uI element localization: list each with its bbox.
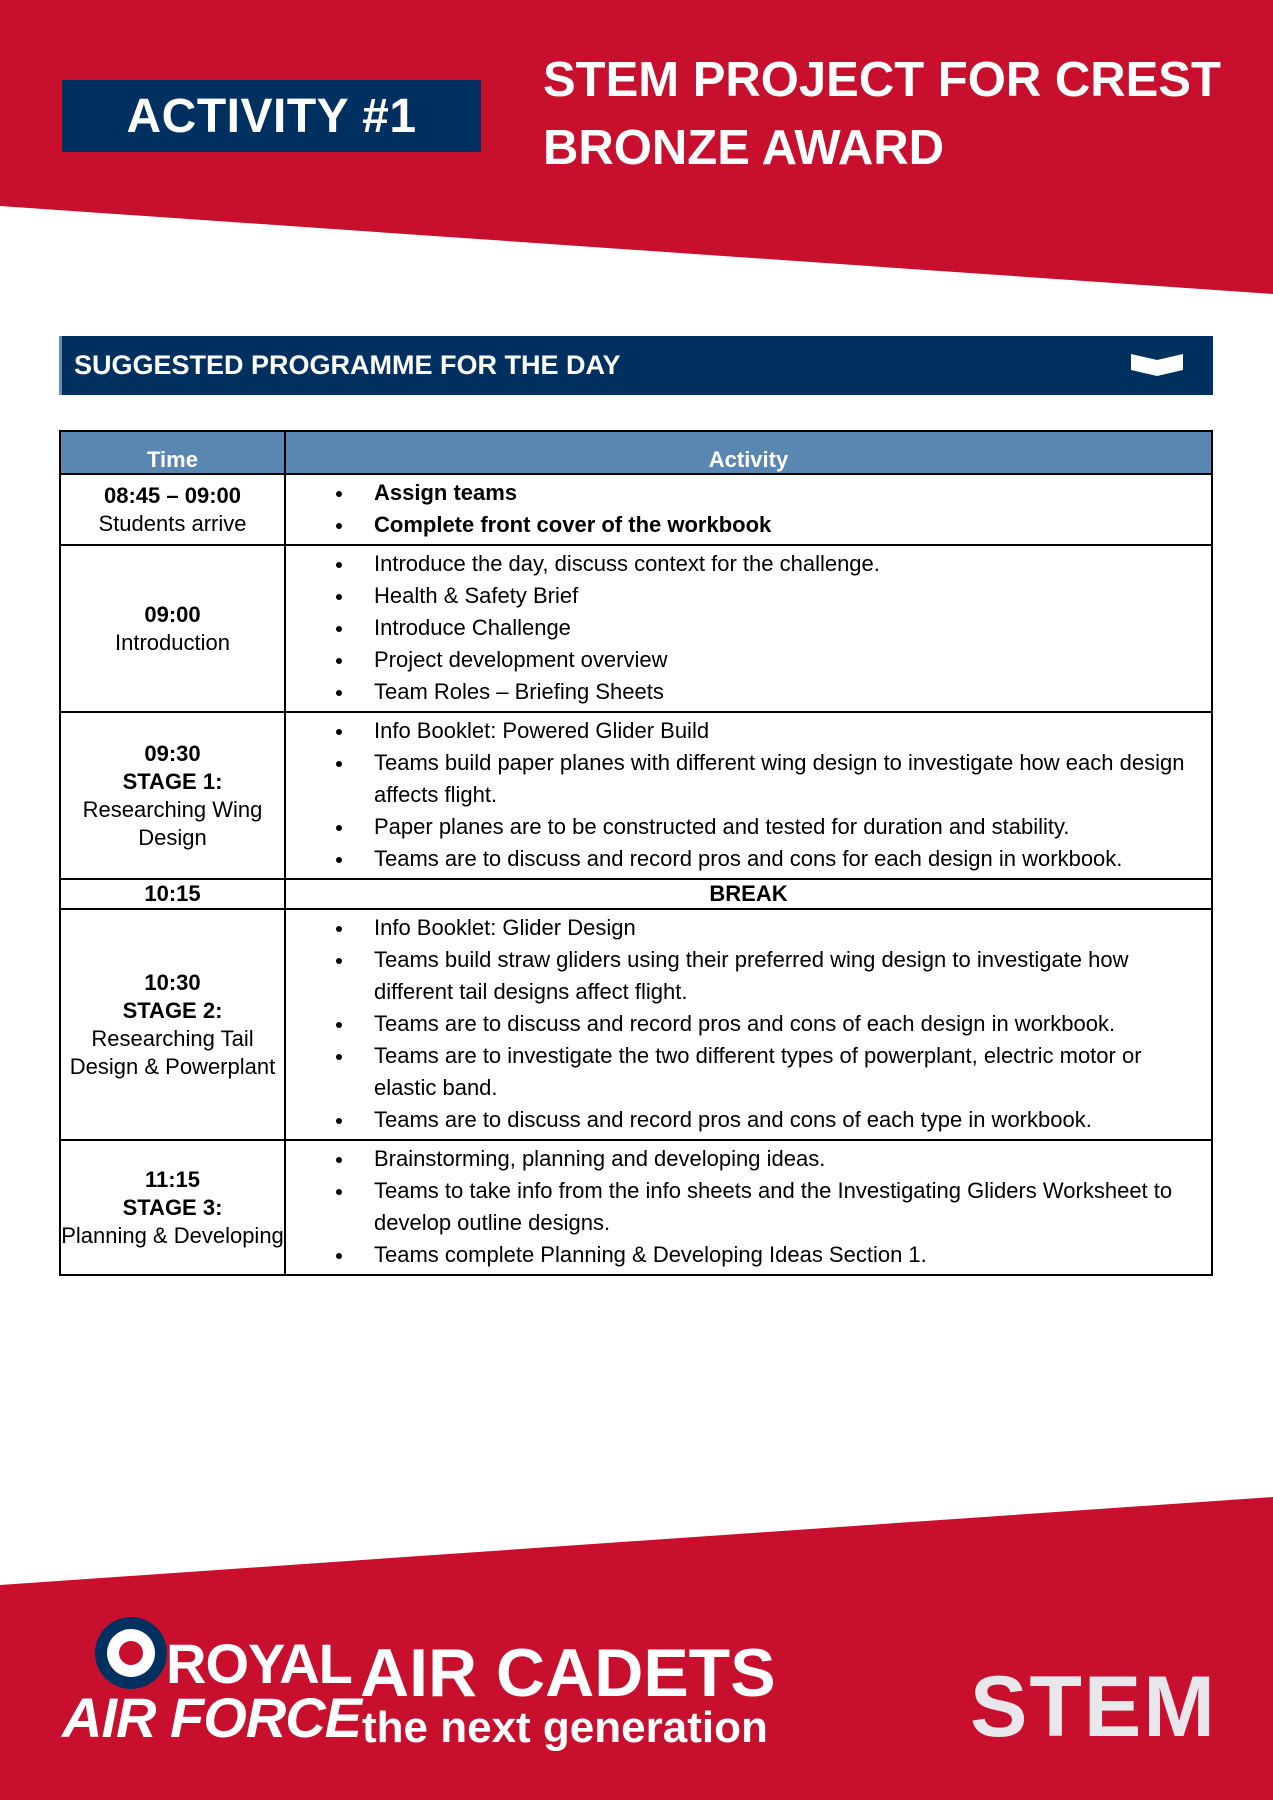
break-label: BREAK [285, 879, 1212, 909]
stage-label: STAGE 3: [122, 1194, 223, 1220]
list-item: Teams are to investigate the two different types of powerplant, electric motor or elastic band. [286, 1040, 1211, 1104]
list-item: Teams build paper planes with different wing design to investigate how each design affects flight. [286, 747, 1211, 811]
section-title: SUGGESTED PROGRAMME FOR THE DAY [74, 350, 621, 380]
time-description: Introduction [115, 629, 230, 655]
list-item: Brainstorming, planning and developing ideas. [286, 1143, 1211, 1175]
table-row [60, 1140, 1212, 1275]
activity-badge: ACTIVITY #1 [62, 80, 481, 152]
time-value: 08:45 – 09:00 [104, 482, 241, 508]
time-value: 10:15 [60, 879, 285, 909]
table-header-row [60, 431, 1212, 474]
activity-cell [285, 909, 1212, 1140]
time-description: Planning & Developing [61, 1222, 284, 1248]
activity-cell [285, 1140, 1212, 1275]
stage-label: STAGE 2: [122, 997, 223, 1023]
time-value: 10:30 [144, 969, 201, 995]
table-row [60, 474, 1212, 545]
activity-cell [285, 712, 1212, 879]
list-item: Introduce Challenge [286, 612, 1211, 644]
list-item: Info Booklet: Powered Glider Build [286, 715, 1211, 747]
list-item: Teams are to discuss and record pros and cons for each design in workbook. [286, 843, 1211, 875]
raf-air-cadets-logo [62, 1616, 782, 1756]
stage-label: STAGE 1: [122, 768, 223, 794]
time-cell [60, 545, 285, 712]
section-header [59, 336, 1213, 395]
list-item: Teams build straw gliders using their preferred wing design to investigate how different tail designs affect flight. [286, 944, 1211, 1008]
list-item: Team Roles – Briefing Sheets [286, 676, 1211, 708]
time-value: 09:30 [144, 740, 201, 766]
page-title [543, 46, 1221, 182]
time-value: 09:00 [144, 601, 201, 627]
list-item: Complete front cover of the workbook [286, 509, 1211, 541]
raf-wordmark-line-2: AIR FORCE [62, 1686, 361, 1749]
time-cell [60, 1140, 285, 1275]
time-description: Researching Wing Design [82, 796, 263, 850]
column-header-time: Time [60, 431, 285, 474]
time-value: 11:15 [144, 1166, 201, 1192]
list-item: Paper planes are to be constructed and tested for duration and stability. [286, 811, 1211, 843]
table-row [60, 712, 1212, 879]
list-item: Introduce the day, discuss context for the challenge. [286, 548, 1211, 580]
list-item: Teams are to discuss and record pros and cons of each design in workbook. [286, 1008, 1211, 1040]
table-row [60, 879, 1212, 909]
table-row [60, 909, 1212, 1140]
table-row [60, 545, 1212, 712]
list-item: Teams to take info from the info sheets and the Investigating Gliders Worksheet to develop outline designs. [286, 1175, 1211, 1239]
list-item: Teams complete Planning & Developing Ideas Section 1. [286, 1239, 1211, 1271]
page-title-line-2: BRONZE AWARD [543, 121, 945, 175]
list-item: Project development overview [286, 644, 1211, 676]
time-description: Researching Tail Design & Powerplant [69, 1025, 276, 1079]
time-cell [60, 474, 285, 545]
activity-cell [285, 545, 1212, 712]
list-item: Info Booklet: Glider Design [286, 912, 1211, 944]
stem-logo: STEM [970, 1659, 1217, 1755]
activity-cell [285, 474, 1212, 545]
list-item: Teams are to discuss and record pros and cons of each type in workbook. [286, 1104, 1211, 1136]
air-cadets-wordmark: AIR CADETS [360, 1635, 776, 1711]
column-header-activity: Activity [285, 431, 1212, 474]
list-item: Assign teams [286, 477, 1211, 509]
time-cell [60, 909, 285, 1140]
raf-roundel-icon [94, 1616, 168, 1690]
time-cell [60, 712, 285, 879]
list-item: Health & Safety Brief [286, 580, 1211, 612]
programme-table [59, 430, 1213, 1276]
page-title-line-1: STEM PROJECT FOR CREST [543, 53, 1221, 107]
time-description: Students arrive [98, 510, 247, 536]
chevron-down-icon [1131, 354, 1183, 376]
raf-wordmark-line-1: ROYAL [166, 1632, 352, 1695]
air-cadets-tagline: the next generation [362, 1703, 768, 1752]
